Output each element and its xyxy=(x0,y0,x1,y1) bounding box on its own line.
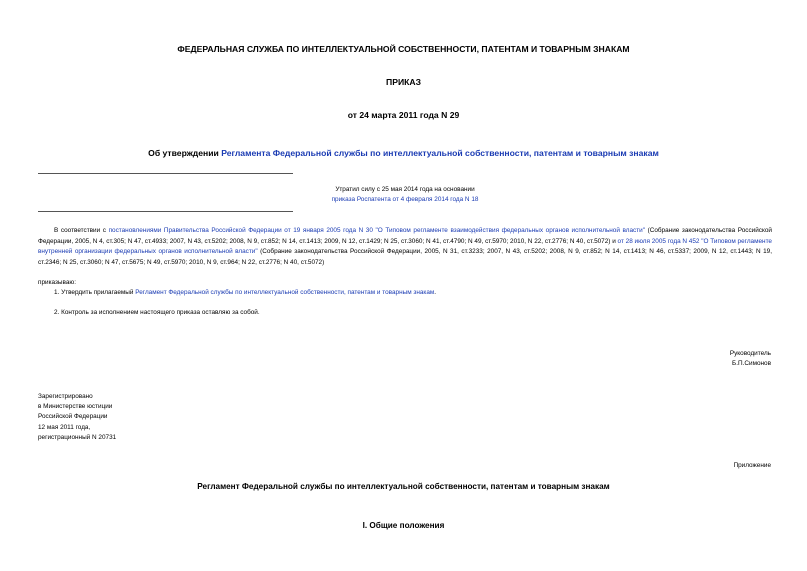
signatory-position: Руководитель xyxy=(729,350,771,357)
document-title-prefix: Об утверждении xyxy=(148,148,222,158)
preamble-prefix: В соответствии с xyxy=(54,227,109,234)
decree-30-link[interactable]: постановлениями Правительства Российской Федерации от 19 января 2005 года N 30 "О Типовом регламенте взаимодействия федеральных органов исполнительной власти" xyxy=(108,227,646,234)
appendix-label: Приложение xyxy=(733,462,771,469)
registration-line: Зарегистрировано xyxy=(38,393,93,400)
decree-452-link[interactable]: от 28 июля 2005 года N 452 "О Типовом регламенте внутренней организации федеральных органов исполнительной власти" xyxy=(38,237,772,255)
item1-suffix: . xyxy=(434,289,437,296)
preamble-text-2: (Собрание законодательства Российской Федерации, 2005, N 31, ст.3233; 2007, N 43, ст.5202; 2008, N 9, ст.852; N 14, ст.1413; N 46, ст.5337; 2009, N 12, ст.1443; N 19, ст.2346; N 25, ст.3060; N 47, ст.5675; N 49, ст.5970; 2010, N 9, ст.964; N 22, ст.2776; N 40, ст.5072) xyxy=(38,248,773,266)
divider-top xyxy=(38,173,293,174)
item1-prefix: 1. Утвердить прилагаемый xyxy=(54,289,136,296)
order-word: приказываю: xyxy=(38,279,76,286)
document-title xyxy=(0,148,807,158)
agency-heading: ФЕДЕРАЛЬНАЯ СЛУЖБА ПО ИНТЕЛЛЕКТУАЛЬНОЙ СОБСТВЕННОСТИ, ПАТЕНТАМ И ТОВАРНЫМ ЗНАКАМ xyxy=(177,44,630,54)
approved-regulation-link[interactable]: Регламент Федеральной службы по интеллектуальной собственности, патентам и товарным знакам xyxy=(135,289,435,296)
section-title: I. Общие положения xyxy=(362,521,445,530)
registration-block xyxy=(38,392,116,443)
regulation-title: Регламент Федеральной службы по интеллектуальной собственности, патентам и товарным знакам xyxy=(197,482,610,491)
regulation-link[interactable]: Регламента Федеральной службы по интеллектуальной собственности, патентам и товарным знакам xyxy=(221,148,659,158)
document-date-number: от 24 марта 2011 года N 29 xyxy=(347,110,460,120)
preamble-paragraph xyxy=(38,226,772,268)
preamble-text-1: (Собрание законодательства Российской Федерации, 2005, N 4, ст.305; N 47, ст.4933; 2007, N 43, ст.5202; 2008, N 9, ст.852; N 14, ст.1413; 2009, N 12, ст.1429; N 25, ст.3060; N 41, ст.4790; N 49, ст.5970; 2010, N 22, ст.2776; N 40, ст.5072) и xyxy=(38,227,772,245)
divider-bottom xyxy=(38,211,293,212)
status-note xyxy=(210,185,600,205)
signatory-name: Б.П.Симонов xyxy=(732,360,771,367)
order-item-1 xyxy=(54,288,436,298)
registration-line: в Министерстве юстиции xyxy=(38,403,113,411)
repeal-order-link[interactable]: приказа Роспатента от 4 февраля 2014 года N 18 xyxy=(331,196,479,203)
status-text: Утратил силу с 25 мая 2014 года на основании xyxy=(335,186,475,193)
registration-line: регистрационный N 20731 xyxy=(38,433,117,441)
order-item-2: 2. Контроль за исполнением настоящего приказа оставляю за собой. xyxy=(54,309,260,316)
document-type: ПРИКАЗ xyxy=(386,77,421,87)
registration-line: Российской Федерации xyxy=(38,413,108,421)
registration-line: 12 мая 2011 года, xyxy=(38,423,91,431)
